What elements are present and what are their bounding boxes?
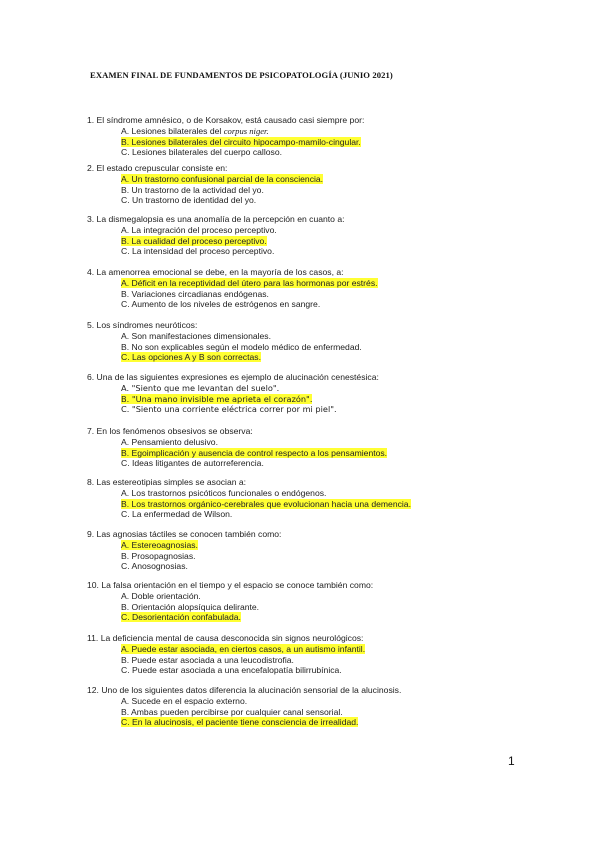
option-c: C. Lesiones bilaterales del cuerpo calloso.	[121, 147, 282, 158]
option-a: A. La integración del proceso perceptivo.	[121, 225, 277, 235]
question-text: 2. El estado crepuscular consiste en:	[87, 163, 228, 173]
option-c: C. "Siento una corriente eléctrica correr por mi piel".	[121, 404, 337, 415]
option-a: A. Pensamiento delusivo.	[121, 437, 218, 447]
option-b: B. Un trastorno de la actividad del yo.	[121, 184, 264, 195]
option-a: A. Doble orientación.	[121, 591, 201, 601]
option-b: B. No son explicables según el modelo médico de enfermedad.	[121, 341, 362, 352]
option-c: C. La enfermedad de Wilson.	[121, 509, 233, 520]
question-1	[87, 115, 527, 158]
option-b: B. Ambas pueden percibirse por cualquier canal sensorial.	[121, 706, 343, 717]
question-text: 8. Las estereotipias simples se asocian a:	[87, 477, 247, 487]
question-text: 1. El síndrome amnésico, o de Korsakov, está causado casi siempre por:	[87, 115, 365, 125]
option-a-correct: A. Un trastorno confusional parcial de la consciencia.	[121, 174, 324, 184]
question-text: 9. Las agnosias táctiles se conocen también como:	[87, 529, 282, 539]
option-c: C. La intensidad del proceso perceptivo.	[121, 246, 275, 257]
exam-title: EXAMEN FINAL DE FUNDAMENTOS DE PSICOPATOLOGÍA (JUNIO 2021)	[90, 70, 393, 80]
option-a: A. Lesiones bilaterales del corpus niger.	[121, 126, 269, 136]
option-c: C. Aumento de los niveles de estrógenos en sangre.	[121, 299, 321, 310]
option-a-correct: A. Puede estar asociada, en ciertos casos, a un autismo infantil.	[121, 644, 366, 654]
option-b-correct: B. "Una mano invisible me aprieta el corazón".	[121, 393, 313, 404]
question-text: 4. La amenorrea emocional se debe, en la mayoría de los casos, a:	[87, 267, 344, 277]
option-a: A. Son manifestaciones dimensionales.	[121, 331, 271, 341]
question-text: 11. La deficiencia mental de causa desconocida sin signos neurológicos:	[87, 633, 364, 643]
question-6	[87, 372, 527, 415]
question-text: 6. Una de las siguientes expresiones es ejemplo de alucinación cenestésica:	[87, 372, 379, 382]
option-a-italic: corpus niger.	[223, 126, 269, 136]
question-text: 3. La dismegalopsia es una anomalía de la percepción en cuanto a:	[87, 214, 345, 224]
option-b-correct: B. Egoimplicación y ausencia de control respecto a los pensamientos.	[121, 447, 388, 458]
question-12	[87, 685, 527, 728]
option-c-correct: C. Desorientación confabulada.	[121, 612, 241, 623]
option-a-correct: A. Estereoagnosias.	[121, 540, 198, 550]
question-text: 5. Los síndromes neuróticos:	[87, 320, 198, 330]
option-b-correct: B. La cualidad del proceso perceptivo.	[121, 235, 267, 246]
option-a: A. "Siento que me levantan del suelo".	[121, 383, 280, 393]
option-b-correct: B. Los trastornos orgánico-cerebrales que evolucionan hacia una demencia.	[121, 498, 411, 509]
option-c-correct: C. Las opciones A y B son correctas.	[121, 352, 261, 363]
option-b: B. Puede estar asociada a una leucodistrofia.	[121, 654, 294, 665]
page-number: 1	[508, 754, 515, 768]
option-c: C. Anosognosias.	[121, 561, 188, 572]
option-c: C. Un trastorno de identidad del yo.	[121, 195, 257, 206]
option-b: B. Orientación alopsíquica delirante.	[121, 601, 260, 612]
option-b: B. Variaciones circadianas endógenas.	[121, 288, 269, 299]
option-a: A. Sucede en el espacio externo.	[121, 696, 248, 706]
option-b: B. Prosopagnosias.	[121, 550, 196, 561]
option-c-correct: C. En la alucinosis, el paciente tiene consciencia de irrealidad.	[121, 717, 359, 728]
question-5	[87, 320, 527, 363]
question-3	[87, 214, 527, 257]
question-2	[87, 163, 527, 206]
question-text: 7. En los fenómenos obsesivos se observa:	[87, 426, 253, 436]
question-10	[87, 580, 527, 623]
option-a-correct: A. Déficit en la receptividad del útero para las hormonas por estrés.	[121, 278, 378, 288]
question-text: 12. Uno de los siguientes datos diferencia la alucinación sensorial de la alucinosis.	[87, 685, 402, 695]
option-a: A. Los trastornos psicóticos funcionales o endógenos.	[121, 488, 327, 498]
question-4	[87, 267, 527, 310]
question-11	[87, 633, 527, 676]
question-text: 10. La falsa orientación en el tiempo y el espacio se conoce también como:	[87, 580, 374, 590]
option-c: C. Puede estar asociada a una encefalopatía bilirrubínica.	[121, 665, 342, 676]
question-8	[87, 477, 527, 520]
option-c: C. Ideas litigantes de autorreferencia.	[121, 458, 264, 469]
option-b-correct: B. Lesiones bilaterales del circuito hipocampo-mamilo-cingular.	[121, 136, 361, 147]
question-9	[87, 529, 527, 572]
question-7	[87, 426, 527, 469]
